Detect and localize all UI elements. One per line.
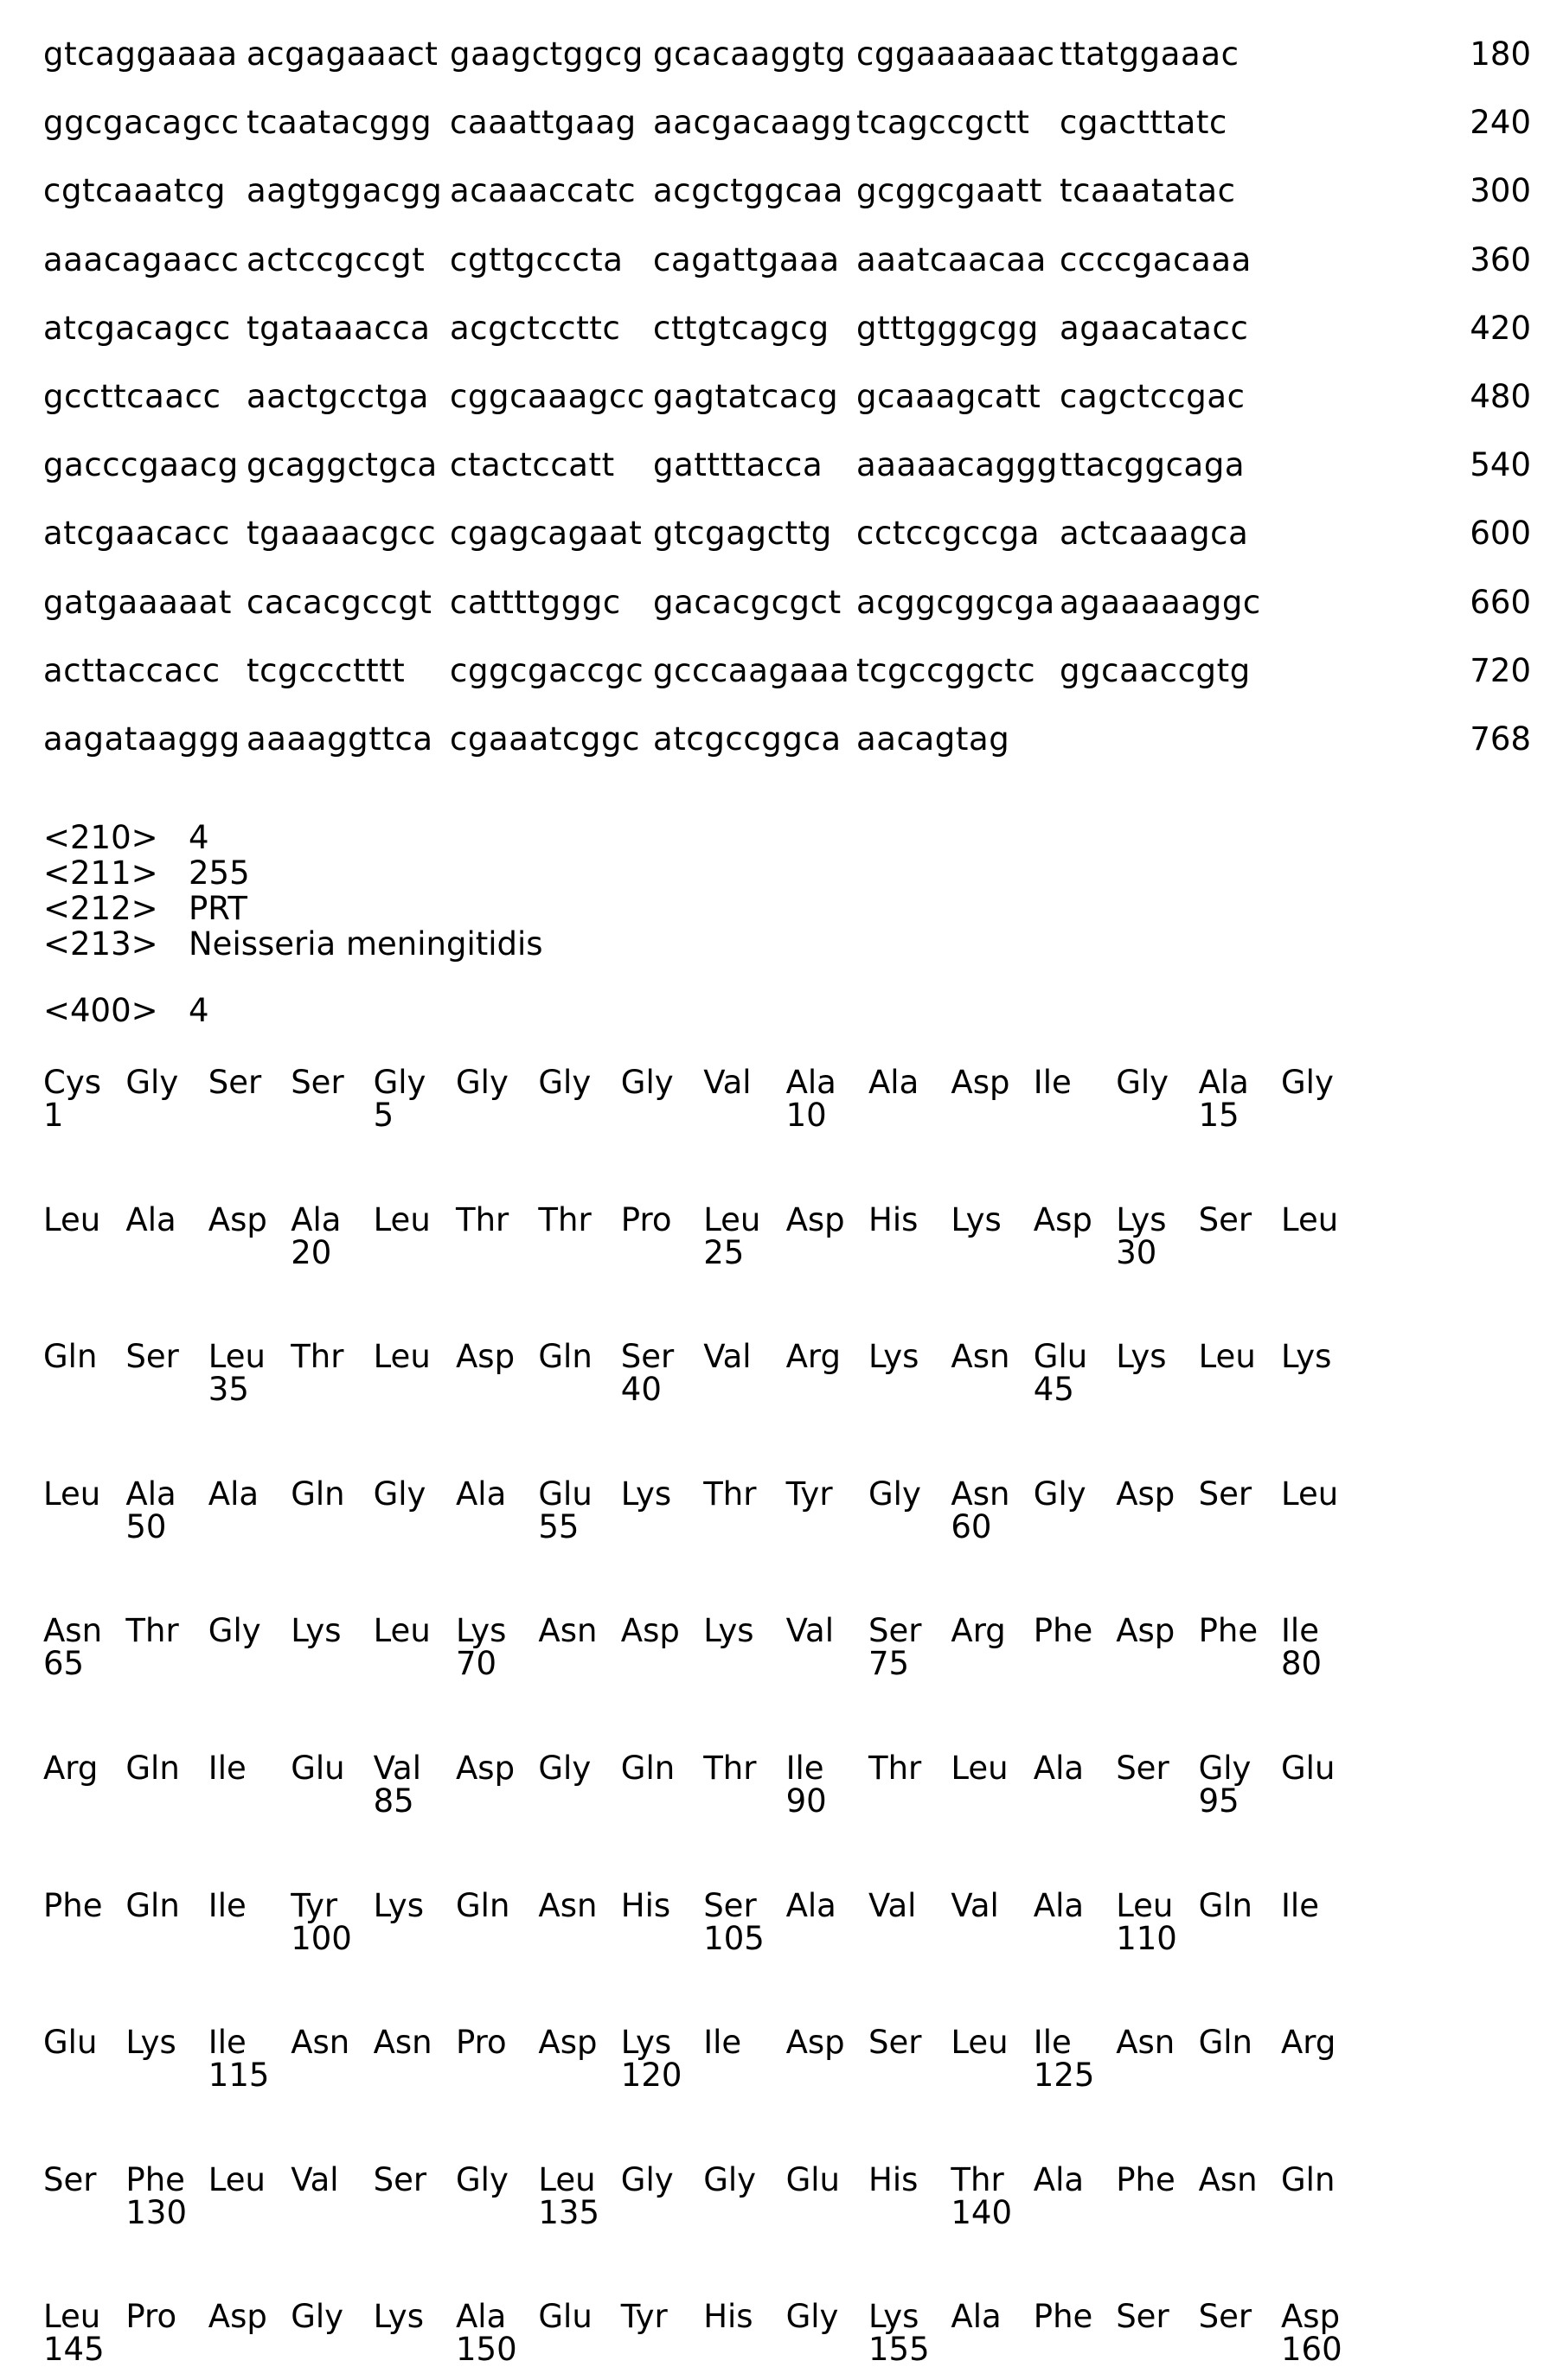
amino-acid-residue: Asp: [1033, 1200, 1092, 1238]
nucleotide-group: cgactttatc: [1060, 104, 1227, 142]
residue-position-number: 35: [208, 1371, 249, 1409]
nucleotide-group: gccttcaacc: [43, 378, 221, 415]
amino-acid-residue: Ala: [456, 1475, 507, 1513]
amino-acid-residue: Ala: [125, 1200, 176, 1238]
amino-acid-residue: Asp: [1281, 2298, 1341, 2336]
nucleotide-position-number: 660: [1470, 583, 1531, 621]
amino-acid-residue: Tyr: [620, 2298, 668, 2336]
amino-acid-residue: Ala: [456, 2298, 507, 2336]
nucleotide-group: cggaaaaaac: [856, 35, 1055, 73]
amino-acid-residue: Lys: [951, 1200, 1002, 1238]
amino-acid-residue: Glu: [785, 2160, 840, 2198]
amino-acid-residue: Ser: [1116, 1750, 1169, 1787]
amino-acid-residue: Gly: [291, 2298, 344, 2336]
amino-acid-residue: Asn: [1116, 2024, 1175, 2062]
amino-acid-residue: Gly: [538, 1064, 592, 1101]
field-tag: <213>: [43, 925, 158, 963]
amino-acid-residue: Phe: [43, 1886, 103, 1924]
nucleotide-group: gtcaggaaaa: [43, 35, 238, 73]
amino-acid-residue: Phe: [1033, 1612, 1093, 1650]
amino-acid-residue: Asn: [538, 1886, 598, 1924]
nucleotide-group: tgaaaacgcc: [247, 515, 437, 553]
amino-acid-residue: Ala: [125, 1475, 176, 1513]
nucleotide-group: ccccgacaaa: [1060, 240, 1252, 278]
amino-acid-residue: Ser: [868, 1612, 922, 1650]
amino-acid-residue: Lys: [620, 2024, 672, 2062]
amino-acid-residue: Leu: [208, 1338, 266, 1376]
amino-acid-residue: Ala: [1198, 1064, 1249, 1101]
residue-position-number: 155: [868, 2331, 930, 2369]
amino-acid-residue: Asn: [951, 1475, 1010, 1513]
nucleotide-group: atcgaacacc: [43, 515, 231, 553]
residue-position-number: 90: [785, 1782, 827, 1820]
amino-acid-residue: Ser: [291, 1064, 344, 1101]
nucleotide-group: ttatggaaac: [1060, 35, 1240, 73]
sequence-id: 4: [189, 992, 209, 1029]
amino-acid-residue: Ser: [1198, 1200, 1252, 1238]
amino-acid-residue: Val: [703, 1064, 752, 1101]
residue-position-number: 75: [868, 1645, 910, 1683]
amino-acid-residue: Leu: [951, 2024, 1009, 2062]
nucleotide-group: tgataaacca: [247, 309, 431, 347]
amino-acid-residue: Asn: [951, 1338, 1010, 1376]
nucleotide-group: aaatcaacaa: [856, 240, 1047, 278]
residue-position-number: 110: [1116, 1919, 1177, 1957]
amino-acid-residue: Phe: [1116, 2160, 1175, 2198]
nucleotide-group: caaattgaag: [450, 104, 637, 142]
amino-acid-residue: Ser: [620, 1338, 675, 1376]
nucleotide-group: cgtcaaatcg: [43, 172, 227, 210]
nucleotide-group: cacacgccgt: [247, 583, 432, 621]
amino-acid-residue: Ile: [1281, 1612, 1319, 1650]
amino-acid-residue: Asp: [1116, 1612, 1175, 1650]
nucleotide-group: ggcgacagcc: [43, 104, 240, 142]
amino-acid-residue: Thr: [703, 1475, 757, 1513]
nucleotide-group: aactgcctga: [247, 378, 430, 415]
residue-position-number: 135: [538, 2193, 600, 2231]
amino-acid-residue: Glu: [1033, 1338, 1088, 1376]
residue-position-number: 65: [43, 1645, 85, 1683]
amino-acid-residue: Gly: [538, 1750, 592, 1787]
amino-acid-residue: Ser: [373, 2160, 427, 2198]
amino-acid-residue: Leu: [43, 1200, 101, 1238]
nucleotide-group: cttgtcagcg: [653, 309, 830, 347]
amino-acid-residue: Leu: [703, 1200, 761, 1238]
residue-position-number: 5: [373, 1097, 394, 1134]
residue-position-number: 1: [43, 1097, 64, 1134]
amino-acid-residue: Val: [951, 1886, 999, 1924]
amino-acid-residue: Pro: [456, 2024, 507, 2062]
amino-acid-residue: Ala: [785, 1064, 836, 1101]
amino-acid-residue: Asp: [1116, 1475, 1175, 1513]
amino-acid-residue: Gly: [456, 2160, 509, 2198]
nucleotide-group: aagtggacgg: [247, 172, 443, 210]
nucleotide-group: acggcggcga: [856, 583, 1055, 621]
nucleotide-group: aacgacaagg: [653, 104, 853, 142]
nucleotide-group: gcaggctgca: [247, 446, 438, 484]
amino-acid-residue: Gln: [1198, 1886, 1252, 1924]
nucleotide-group: acttaccacc: [43, 651, 221, 689]
amino-acid-residue: Gly: [1281, 1064, 1334, 1101]
amino-acid-residue: Ile: [1033, 1064, 1072, 1101]
nucleotide-group: acgctccttc: [450, 309, 621, 347]
nucleotide-group: gagtatcacg: [653, 378, 839, 415]
nucleotide-group: ctactccatt: [450, 446, 615, 484]
nucleotide-group: gcccaagaaa: [653, 651, 850, 689]
residue-position-number: 120: [620, 2057, 682, 2095]
amino-acid-residue: Ser: [1198, 1475, 1252, 1513]
residue-position-number: 40: [620, 1371, 662, 1409]
nucleotide-group: aaacagaacc: [43, 240, 240, 278]
nucleotide-group: gacacgcgct: [653, 583, 842, 621]
amino-acid-residue: Thr: [868, 1750, 922, 1787]
amino-acid-residue: Thr: [291, 1338, 344, 1376]
amino-acid-residue: Val: [785, 1612, 834, 1650]
amino-acid-residue: Gly: [868, 1475, 921, 1513]
residue-position-number: 125: [1033, 2057, 1095, 2095]
amino-acid-residue: Thr: [538, 1200, 592, 1238]
nucleotide-group: tcaatacggg: [247, 104, 432, 142]
nucleotide-group: acgctggcaa: [653, 172, 844, 210]
residue-position-number: 70: [456, 1645, 497, 1683]
nucleotide-position-number: 720: [1470, 651, 1531, 689]
amino-acid-residue: Ser: [1198, 2298, 1252, 2336]
amino-acid-residue: Leu: [373, 1612, 431, 1650]
nucleotide-position-number: 360: [1470, 240, 1531, 278]
amino-acid-residue: Asp: [208, 1200, 267, 1238]
amino-acid-residue: Arg: [785, 1338, 841, 1376]
nucleotide-group: ggcaaccgtg: [1060, 651, 1251, 689]
amino-acid-residue: Ala: [785, 1886, 836, 1924]
amino-acid-residue: Gly: [373, 1064, 426, 1101]
amino-acid-residue: Ile: [1033, 2024, 1072, 2062]
amino-acid-residue: Glu: [43, 2024, 98, 2062]
nucleotide-group: gcggcgaatt: [856, 172, 1042, 210]
amino-acid-residue: Ile: [208, 1886, 247, 1924]
residue-position-number: 55: [538, 1507, 580, 1545]
amino-acid-residue: Leu: [538, 2160, 596, 2198]
amino-acid-residue: Gly: [620, 2160, 674, 2198]
nucleotide-group: cagctccgac: [1060, 378, 1246, 415]
amino-acid-residue: Leu: [43, 2298, 101, 2336]
amino-acid-residue: Tyr: [291, 1886, 338, 1924]
field-tag: <211>: [43, 854, 158, 892]
nucleotide-group: aagataaggg: [43, 720, 240, 758]
nucleotide-group: cggcaaagcc: [450, 378, 645, 415]
amino-acid-residue: Asp: [456, 1750, 516, 1787]
amino-acid-residue: Ala: [1033, 1750, 1085, 1787]
amino-acid-residue: Gln: [1198, 2024, 1252, 2062]
amino-acid-residue: His: [620, 1886, 671, 1924]
amino-acid-residue: Lys: [620, 1475, 672, 1513]
nucleotide-group: tcaaatatac: [1060, 172, 1236, 210]
amino-acid-residue: Arg: [1281, 2024, 1336, 2062]
amino-acid-residue: Gln: [125, 1750, 180, 1787]
nucleotide-group: gatgaaaaat: [43, 583, 233, 621]
amino-acid-residue: Asp: [208, 2298, 267, 2336]
amino-acid-residue: Gly: [208, 1612, 261, 1650]
amino-acid-residue: Asn: [538, 1612, 598, 1650]
nucleotide-group: tcagccgctt: [856, 104, 1030, 142]
amino-acid-residue: Val: [291, 2160, 339, 2198]
amino-acid-residue: Ser: [208, 1064, 262, 1101]
amino-acid-residue: Tyr: [785, 1475, 833, 1513]
amino-acid-residue: Lys: [868, 1338, 919, 1376]
residue-position-number: 150: [456, 2331, 517, 2369]
nucleotide-position-number: 240: [1470, 104, 1531, 142]
nucleotide-group: gacccgaacg: [43, 446, 239, 484]
amino-acid-residue: Leu: [1281, 1200, 1339, 1238]
amino-acid-residue: Ala: [1033, 2160, 1085, 2198]
amino-acid-residue: Glu: [538, 2298, 593, 2336]
nucleotide-position-number: 480: [1470, 378, 1531, 415]
amino-acid-residue: Lys: [291, 1612, 342, 1650]
field-tag: <210>: [43, 819, 158, 856]
nucleotide-group: gcaaagcatt: [856, 378, 1041, 415]
amino-acid-residue: Glu: [538, 1475, 593, 1513]
amino-acid-residue: Ala: [1033, 1886, 1085, 1924]
amino-acid-residue: Leu: [1198, 1338, 1256, 1376]
residue-position-number: 100: [291, 1919, 352, 1957]
amino-acid-residue: Phe: [1033, 2298, 1093, 2336]
amino-acid-residue: Gly: [620, 1064, 674, 1101]
amino-acid-residue: Leu: [373, 1338, 431, 1376]
amino-acid-residue: Ser: [43, 2160, 97, 2198]
residue-position-number: 140: [951, 2193, 1013, 2231]
field-tag: <212>: [43, 890, 158, 927]
amino-acid-residue: Gln: [125, 1886, 180, 1924]
nucleotide-group: actcaaagca: [1060, 515, 1249, 553]
amino-acid-residue: Ala: [951, 2298, 1002, 2336]
nucleotide-group: agaaaaaggc: [1060, 583, 1261, 621]
nucleotide-position-number: 180: [1470, 35, 1531, 73]
residue-position-number: 115: [208, 2057, 270, 2095]
nucleotide-group: atcgacagcc: [43, 309, 231, 347]
amino-acid-residue: Gln: [538, 1338, 593, 1376]
field-value: Neisseria meningitidis: [189, 925, 543, 963]
amino-acid-residue: Thr: [456, 1200, 509, 1238]
residue-position-number: 25: [703, 1233, 745, 1271]
amino-acid-residue: Lys: [456, 1612, 507, 1650]
field-value: PRT: [189, 890, 247, 927]
nucleotide-group: tcgccggctc: [856, 651, 1036, 689]
amino-acid-residue: Glu: [291, 1750, 345, 1787]
amino-acid-residue: Lys: [373, 1886, 424, 1924]
field-value: 4: [189, 819, 209, 856]
residue-position-number: 145: [43, 2331, 105, 2369]
amino-acid-residue: Val: [373, 1750, 421, 1787]
amino-acid-residue: Lys: [373, 2298, 424, 2336]
residue-position-number: 60: [951, 1507, 992, 1545]
amino-acid-residue: Lys: [1281, 1338, 1332, 1376]
amino-acid-residue: Leu: [208, 2160, 266, 2198]
amino-acid-residue: Leu: [951, 1750, 1009, 1787]
amino-acid-residue: Gly: [456, 1064, 509, 1101]
nucleotide-group: aaaaacaggg: [856, 446, 1058, 484]
amino-acid-residue: Ser: [703, 1886, 757, 1924]
residue-position-number: 10: [785, 1097, 827, 1134]
nucleotide-group: agaacatacc: [1060, 309, 1249, 347]
amino-acid-residue: Leu: [1281, 1475, 1339, 1513]
residue-position-number: 80: [1281, 1645, 1323, 1683]
amino-acid-residue: Arg: [43, 1750, 99, 1787]
amino-acid-residue: Ile: [703, 2024, 742, 2062]
amino-acid-residue: Gln: [291, 1475, 345, 1513]
residue-position-number: 30: [1116, 1233, 1157, 1271]
nucleotide-group: cattttgggc: [450, 583, 621, 621]
amino-acid-residue: Lys: [703, 1612, 754, 1650]
residue-position-number: 85: [373, 1782, 414, 1820]
nucleotide-group: actccgccgt: [247, 240, 426, 278]
nucleotide-position-number: 540: [1470, 446, 1531, 484]
amino-acid-residue: His: [703, 2298, 753, 2336]
amino-acid-residue: Glu: [1281, 1750, 1336, 1787]
nucleotide-group: tcgccctttt: [247, 651, 406, 689]
amino-acid-residue: Lys: [125, 2024, 176, 2062]
nucleotide-group: cggcgaccgc: [450, 651, 644, 689]
amino-acid-residue: Phe: [1198, 1612, 1259, 1650]
nucleotide-group: aaaaggttca: [247, 720, 433, 758]
amino-acid-residue: Thr: [703, 1750, 757, 1787]
amino-acid-residue: Leu: [43, 1475, 101, 1513]
amino-acid-residue: His: [868, 2160, 919, 2198]
amino-acid-residue: Val: [868, 1886, 917, 1924]
amino-acid-residue: Asp: [620, 1612, 680, 1650]
amino-acid-residue: Ala: [291, 1200, 342, 1238]
amino-acid-residue: Gly: [785, 2298, 839, 2336]
nucleotide-group: gattttacca: [653, 446, 823, 484]
nucleotide-group: cgagcagaat: [450, 515, 643, 553]
amino-acid-residue: Gly: [1116, 1064, 1169, 1101]
amino-acid-residue: Thr: [125, 1612, 179, 1650]
amino-acid-residue: Leu: [373, 1200, 431, 1238]
amino-acid-residue: Leu: [1116, 1886, 1174, 1924]
amino-acid-residue: Gln: [620, 1750, 676, 1787]
nucleotide-group: gtttgggcgg: [856, 309, 1039, 347]
residue-position-number: 45: [1033, 1371, 1074, 1409]
amino-acid-residue: Asn: [1198, 2160, 1258, 2198]
amino-acid-residue: Pro: [620, 1200, 672, 1238]
amino-acid-residue: Asp: [456, 1338, 516, 1376]
nucleotide-position-number: 420: [1470, 309, 1531, 347]
amino-acid-residue: Val: [703, 1338, 752, 1376]
amino-acid-residue: Ile: [1281, 1886, 1319, 1924]
amino-acid-residue: Lys: [1116, 1200, 1167, 1238]
residue-position-number: 50: [125, 1507, 167, 1545]
amino-acid-residue: Gln: [456, 1886, 510, 1924]
nucleotide-group: acgagaaact: [247, 35, 439, 73]
amino-acid-residue: Lys: [1116, 1338, 1167, 1376]
field-value: 255: [189, 854, 250, 892]
amino-acid-residue: Ile: [208, 1750, 247, 1787]
nucleotide-group: gaagctggcg: [450, 35, 644, 73]
amino-acid-residue: Asp: [538, 2024, 598, 2062]
amino-acid-residue: Pro: [125, 2298, 177, 2336]
nucleotide-group: cgaaatcggc: [450, 720, 641, 758]
amino-acid-residue: Gly: [703, 2160, 757, 2198]
nucleotide-group: cctccgccga: [856, 515, 1041, 553]
amino-acid-residue: Asn: [291, 2024, 350, 2062]
amino-acid-residue: Asn: [373, 2024, 432, 2062]
nucleotide-group: gcacaaggtg: [653, 35, 847, 73]
amino-acid-residue: Phe: [125, 2160, 185, 2198]
amino-acid-residue: Asp: [785, 2024, 845, 2062]
residue-position-number: 20: [291, 1233, 332, 1271]
amino-acid-residue: Gly: [1198, 1750, 1252, 1787]
amino-acid-residue: Lys: [868, 2298, 919, 2336]
amino-acid-residue: Ser: [125, 1338, 179, 1376]
amino-acid-residue: Asp: [785, 1200, 845, 1238]
residue-position-number: 15: [1198, 1097, 1240, 1134]
nucleotide-group: acaaaccatc: [450, 172, 637, 210]
amino-acid-residue: Gly: [1033, 1475, 1086, 1513]
amino-acid-residue: Cys: [43, 1064, 102, 1101]
amino-acid-residue: Gln: [1281, 2160, 1336, 2198]
residue-position-number: 130: [125, 2193, 188, 2231]
nucleotide-group: atcgccggca: [653, 720, 842, 758]
amino-acid-residue: Ala: [868, 1064, 919, 1101]
sequence-tag: <400>: [43, 992, 158, 1029]
amino-acid-residue: Ile: [785, 1750, 824, 1787]
amino-acid-residue: Ala: [208, 1475, 259, 1513]
amino-acid-residue: Ser: [868, 2024, 922, 2062]
amino-acid-residue: Asp: [951, 1064, 1010, 1101]
amino-acid-residue: Gln: [43, 1338, 98, 1376]
amino-acid-residue: Ile: [208, 2024, 247, 2062]
amino-acid-residue: Asn: [43, 1612, 103, 1650]
amino-acid-residue: Gly: [125, 1064, 179, 1101]
nucleotide-group: aacagtag: [856, 720, 1010, 758]
residue-position-number: 105: [703, 1919, 765, 1957]
amino-acid-residue: Thr: [951, 2160, 1004, 2198]
amino-acid-residue: Arg: [951, 1612, 1006, 1650]
amino-acid-residue: Gly: [373, 1475, 426, 1513]
nucleotide-group: gtcgagcttg: [653, 515, 832, 553]
nucleotide-group: ttacggcaga: [1060, 446, 1246, 484]
amino-acid-residue: His: [868, 1200, 919, 1238]
nucleotide-position-number: 768: [1470, 720, 1531, 758]
nucleotide-position-number: 300: [1470, 172, 1531, 210]
residue-position-number: 160: [1281, 2331, 1342, 2369]
nucleotide-group: cgttgcccta: [450, 240, 624, 278]
amino-acid-residue: Ser: [1116, 2298, 1169, 2336]
nucleotide-position-number: 600: [1470, 515, 1531, 553]
nucleotide-group: cagattgaaa: [653, 240, 840, 278]
residue-position-number: 95: [1198, 1782, 1240, 1820]
